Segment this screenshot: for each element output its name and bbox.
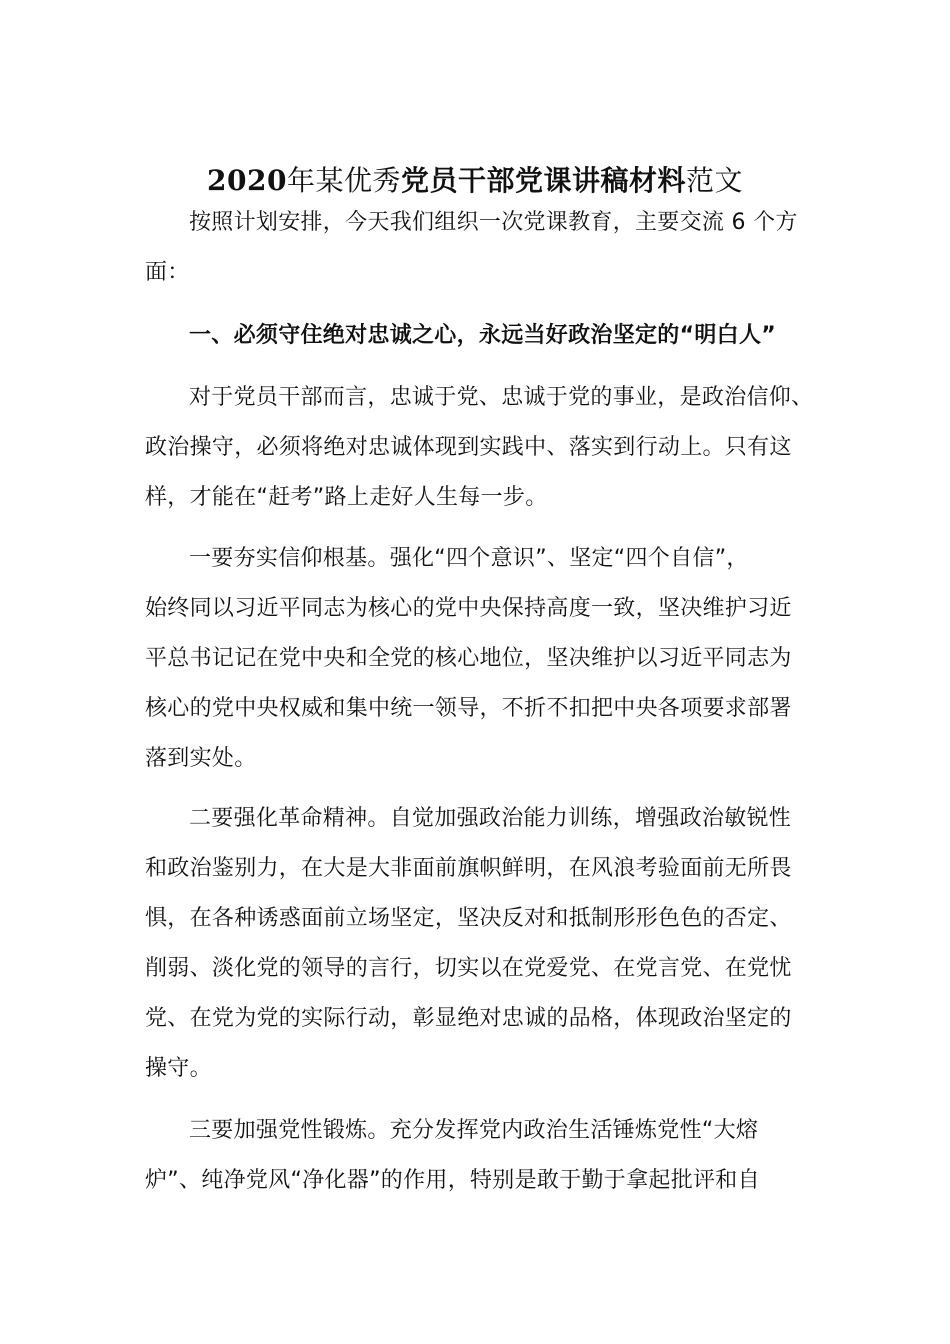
title-part-2: 党员干部党课讲稿材料 bbox=[400, 163, 686, 197]
document-title bbox=[0, 161, 950, 201]
paragraph-line: 操守。 bbox=[145, 1056, 212, 1081]
paragraph-line: 惧，在各种诱惑面前立场坚定，坚决反对和抵制形形色色的否定、 bbox=[145, 906, 792, 931]
title-part-1: 年某优秀 bbox=[286, 163, 401, 197]
paragraph-line: 面： bbox=[145, 260, 190, 285]
paragraph-line: 削弱、淡化党的领导的言行，切实以在党爱党、在党言党、在党忧 bbox=[145, 956, 792, 981]
intro-paragraph bbox=[145, 198, 810, 298]
title-part-3: 范文 bbox=[685, 163, 743, 197]
paragraph-line: 一要夯实信仰根基。强化“四个意识”、坚定“四个自信”， bbox=[189, 546, 749, 571]
title-year: 2020 bbox=[207, 163, 287, 197]
paragraph-line: 三要加强党性锻炼。充分发挥党内政治生活锤炼党性“大熔 bbox=[189, 1118, 759, 1143]
body-paragraph-2 bbox=[145, 534, 810, 784]
paragraph-line: 核心的党中央权威和集中统一领导，不折不扣把中央各项要求部署 bbox=[145, 696, 792, 721]
section-heading-1 bbox=[145, 311, 810, 361]
paragraph-line: 平总书记记在党中央和全党的核心地位，坚决维护以习近平同志为 bbox=[145, 646, 792, 671]
paragraph-line: 党、在党为党的实际行动，彰显绝对忠诚的品格，体现政治坚定的 bbox=[145, 1006, 792, 1031]
heading-line: 一、必须守住绝对忠诚之心，永远当好政治坚定的“明白人” bbox=[189, 323, 777, 348]
paragraph-line: 政治操守，必须将绝对忠诚体现到实践中、落实到行动上。只有这 bbox=[145, 435, 792, 460]
paragraph-line: 落到实处。 bbox=[145, 746, 257, 771]
body-paragraph-1 bbox=[145, 373, 814, 523]
body-paragraph-4 bbox=[145, 1106, 810, 1206]
paragraph-line: 始终同以习近平同志为核心的党中央保持高度一致，坚决维护习近 bbox=[145, 596, 792, 621]
paragraph-line: 二要强化革命精神。自觉加强政治能力训练，增强政治敏锐性 bbox=[189, 806, 792, 831]
body-paragraph-3 bbox=[145, 794, 810, 1094]
paragraph-line: 和政治鉴别力，在大是大非面前旗帜鲜明，在风浪考验面前无所畏 bbox=[145, 856, 792, 881]
paragraph-line: 炉”、纯净党风“净化器”的作用，特别是敢于勤于拿起批评和自 bbox=[145, 1168, 760, 1193]
paragraph-line: 对于党员干部而言，忠诚于党、忠诚于党的事业，是政治信仰、 bbox=[189, 385, 814, 410]
paragraph-line: 样，才能在“赶考”路上走好人生每一步。 bbox=[145, 485, 548, 510]
paragraph-line: 按照计划安排，今天我们组织一次党课教育，主要交流 6 个方 bbox=[189, 210, 798, 235]
